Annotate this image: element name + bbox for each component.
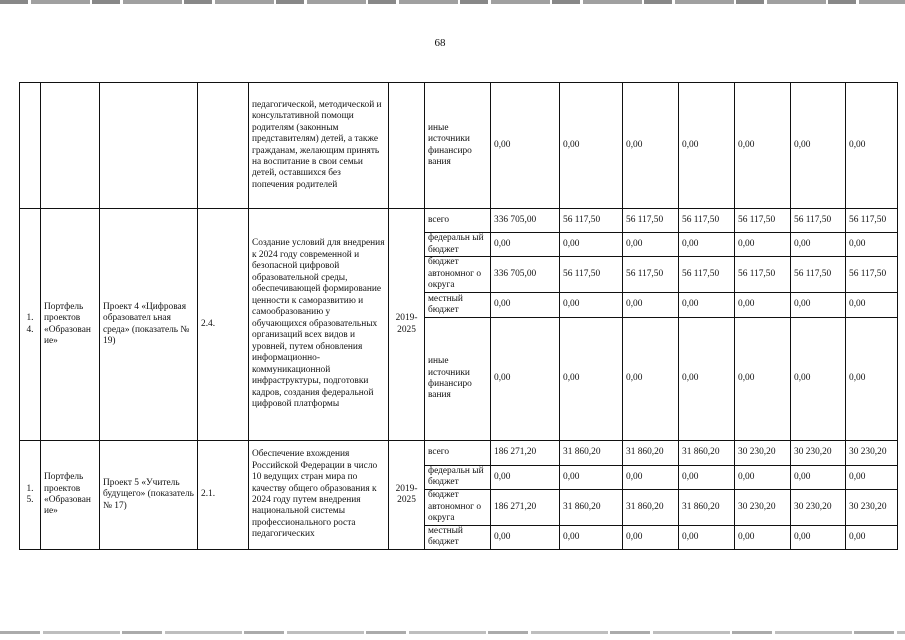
cell-value: 0,00 — [679, 233, 735, 257]
cell-period — [389, 83, 425, 209]
cell-value: 0,00 — [791, 318, 846, 441]
cell-value: 0,00 — [791, 525, 846, 549]
cell-value: 30 230,20 — [735, 441, 791, 466]
cell-value: 0,00 — [735, 318, 791, 441]
cell-value: 0,00 — [560, 466, 623, 490]
cell-value: 30 230,20 — [735, 489, 791, 525]
cell-value: 56 117,50 — [846, 209, 898, 233]
cell-value: 0,00 — [735, 233, 791, 257]
cell-value: 30 230,20 — [846, 489, 898, 525]
cell-value: 0,00 — [623, 466, 679, 490]
cell-value: 31 860,20 — [623, 441, 679, 466]
cell-value: 0,00 — [791, 293, 846, 318]
cell-source: всего — [425, 441, 491, 466]
cell-value: 0,00 — [679, 318, 735, 441]
cell-portfolio: Портфель проектов «Образован ие» — [41, 209, 100, 441]
cell-number: 1. 4. — [20, 209, 41, 441]
cell-value: 186 271,20 — [491, 489, 560, 525]
cell-value: 31 860,20 — [560, 441, 623, 466]
cell-value: 56 117,50 — [623, 257, 679, 293]
cell-value: 336 705,00 — [491, 209, 560, 233]
cell-value: 0,00 — [491, 293, 560, 318]
financing-table — [19, 82, 898, 550]
scan-bottom-edge — [0, 631, 905, 634]
cell-value: 56 117,50 — [623, 209, 679, 233]
cell-value: 0,00 — [735, 293, 791, 318]
cell-source: иные источники финансиро вания — [425, 318, 491, 441]
cell-value: 0,00 — [846, 318, 898, 441]
cell-value: 0,00 — [735, 83, 791, 209]
cell-value: 0,00 — [679, 466, 735, 490]
cell-value: 0,00 — [623, 293, 679, 318]
cell-value: 56 117,50 — [560, 257, 623, 293]
cell-value: 0,00 — [735, 525, 791, 549]
cell-value: 0,00 — [560, 83, 623, 209]
cell-value: 0,00 — [679, 525, 735, 549]
cell-value: 0,00 — [679, 83, 735, 209]
cell-portfolio — [41, 83, 100, 209]
cell-value: 56 117,50 — [735, 209, 791, 233]
table-row — [20, 209, 898, 233]
cell-number — [20, 83, 41, 209]
cell-source: федеральн ый бюджет — [425, 466, 491, 490]
cell-value: 0,00 — [623, 233, 679, 257]
cell-description: педагогической, методической и консультативной помощи родителям (законным представителям) детей, а также гражданам, желающим принять на воспитание в свои семьи детей, оставшихся без попечения родителей — [249, 83, 389, 209]
cell-value: 0,00 — [560, 233, 623, 257]
cell-value: 31 860,20 — [623, 489, 679, 525]
cell-source: бюджет автономног о округа — [425, 257, 491, 293]
cell-description: Создание условий для внедрения к 2024 году современной и безопасной цифровой образовательной среды, обеспечивающей формирование ценности к саморазвитию и самообразованию у обучающихся образовательных организаций всех видов и уровней, путем обновления информационно-коммуникационной инфраструктуры, подготовки кадров, создания федеральной цифровой платформы — [249, 209, 389, 441]
cell-code: 2.1. — [198, 441, 249, 550]
cell-value: 56 117,50 — [791, 257, 846, 293]
cell-value: 0,00 — [491, 318, 560, 441]
cell-value: 0,00 — [560, 525, 623, 549]
cell-project: Проект 4 «Цифровая образовател ьная среда» (показатель № 19) — [100, 209, 198, 441]
cell-source: иные источники финансиро вания — [425, 83, 491, 209]
cell-value: 56 117,50 — [560, 209, 623, 233]
cell-value: 336 705,00 — [491, 257, 560, 293]
cell-value: 31 860,20 — [679, 441, 735, 466]
cell-source: местный бюджет — [425, 293, 491, 318]
cell-value: 0,00 — [491, 466, 560, 490]
cell-value: 186 271,20 — [491, 441, 560, 466]
cell-value: 0,00 — [623, 83, 679, 209]
cell-value: 30 230,20 — [846, 441, 898, 466]
cell-value: 31 860,20 — [560, 489, 623, 525]
cell-value: 0,00 — [623, 318, 679, 441]
cell-project — [100, 83, 198, 209]
cell-description: Обеспечение вхождения Российской Федерации в число 10 ведущих стран мира по качеству общего образования к 2024 году путем внедрения национальной системы профессионального роста педагогических — [249, 441, 389, 550]
cell-period: 2019- 2025 — [389, 441, 425, 550]
cell-value: 0,00 — [491, 233, 560, 257]
cell-value: 31 860,20 — [679, 489, 735, 525]
scan-top-edge — [0, 0, 905, 4]
cell-value: 30 230,20 — [791, 441, 846, 466]
cell-source: федеральн ый бюджет — [425, 233, 491, 257]
cell-value: 0,00 — [560, 293, 623, 318]
cell-value: 0,00 — [560, 318, 623, 441]
cell-value: 0,00 — [623, 525, 679, 549]
cell-value: 56 117,50 — [846, 257, 898, 293]
cell-portfolio: Портфель проектов «Образован ие» — [41, 441, 100, 550]
cell-period: 2019- 2025 — [389, 209, 425, 441]
cell-value: 0,00 — [846, 83, 898, 209]
cell-project: Проект 5 «Учитель будущего» (показатель № 17) — [100, 441, 198, 550]
cell-value: 0,00 — [735, 466, 791, 490]
cell-value: 0,00 — [491, 83, 560, 209]
cell-value: 56 117,50 — [679, 209, 735, 233]
cell-code — [198, 83, 249, 209]
cell-number: 1. 5. — [20, 441, 41, 550]
cell-source: всего — [425, 209, 491, 233]
cell-value: 56 117,50 — [679, 257, 735, 293]
cell-value: 0,00 — [846, 466, 898, 490]
cell-code: 2.4. — [198, 209, 249, 441]
table-row — [20, 83, 898, 209]
cell-value: 30 230,20 — [791, 489, 846, 525]
cell-value: 0,00 — [791, 83, 846, 209]
table-row — [20, 441, 898, 466]
cell-source: местный бюджет — [425, 525, 491, 549]
cell-value: 0,00 — [846, 293, 898, 318]
cell-value: 0,00 — [679, 293, 735, 318]
cell-value: 0,00 — [846, 525, 898, 549]
cell-source: бюджет автономног о округа — [425, 489, 491, 525]
cell-value: 0,00 — [791, 233, 846, 257]
cell-value: 0,00 — [491, 525, 560, 549]
cell-value: 56 117,50 — [791, 209, 846, 233]
cell-value: 0,00 — [846, 233, 898, 257]
page-number: 68 — [434, 37, 446, 49]
cell-value: 56 117,50 — [735, 257, 791, 293]
cell-value: 0,00 — [791, 466, 846, 490]
